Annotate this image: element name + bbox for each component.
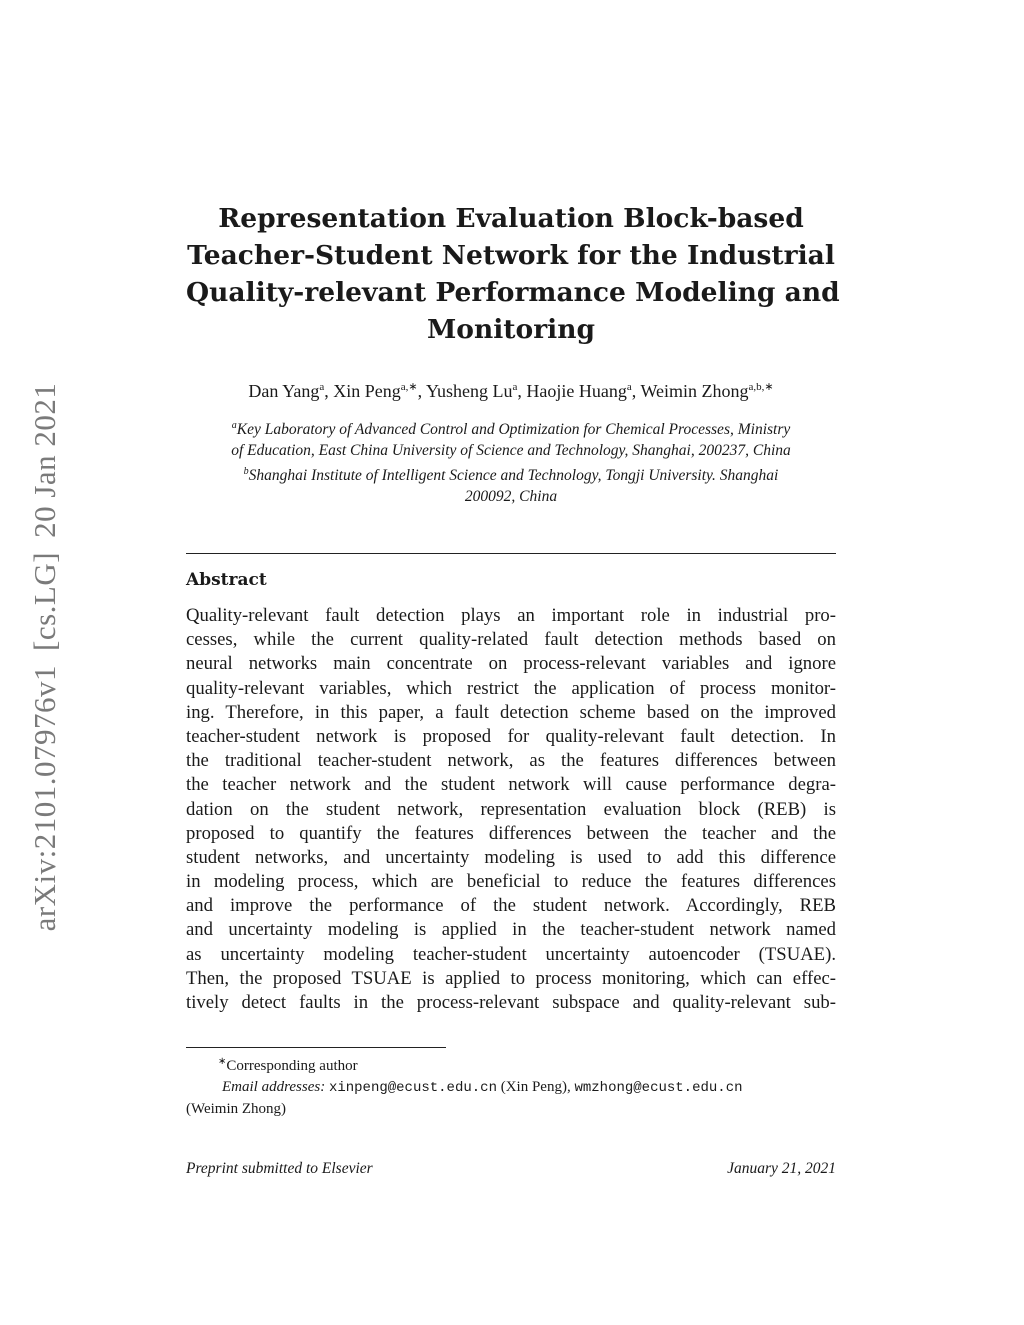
abstract-line: as uncertainty modeling teacher-student uncertainty autoencoder (TSUAE). xyxy=(186,943,836,965)
affiliation-b-line2: 200092, China xyxy=(464,488,558,506)
abstract-line: Quality-relevant fault detection plays an important role in industrial pro- xyxy=(186,605,836,626)
affiliations xyxy=(186,415,836,507)
author-name: Xin Peng xyxy=(333,381,401,401)
footnote-corresponding xyxy=(186,1051,836,1077)
abstract-line: neural networks main concentrate on process-relevant variables and ignore xyxy=(186,653,836,675)
affil-text: Key Laboratory of Advanced Control and Optimization for Chemical Processes, Ministry xyxy=(236,421,791,439)
email-link-weimin-zhong[interactable]: wmzhong@ecust.edu.cn xyxy=(574,1080,743,1096)
author-name: Dan Yang xyxy=(248,381,320,401)
abstract-heading: Abstract xyxy=(186,570,267,590)
title-line: Monitoring xyxy=(426,314,596,345)
abstract-line: and improve the performance of the student network. Accordingly, REB xyxy=(186,895,836,917)
abstract-line: and uncertainty modeling is applied in the teacher-student network named xyxy=(186,919,836,941)
author-affil-mark: a,b,∗ xyxy=(748,381,774,393)
arxiv-id: arXiv:2101.07976v1 xyxy=(27,664,62,932)
author-affil-mark: a xyxy=(512,381,518,393)
corresponding-label: Corresponding author xyxy=(226,1058,358,1074)
title-line: Quality-relevant Performance Modeling and xyxy=(186,277,840,308)
footnotes xyxy=(186,1051,836,1120)
abstract-line: proposed to quantify the features differences between the teacher and the xyxy=(186,822,836,844)
author-affil-mark: a xyxy=(319,381,325,393)
affiliation-a-line2: of Education, East China University of Science and Technology, Shanghai, 200237, China xyxy=(231,442,791,460)
paper-title xyxy=(186,200,840,348)
author-affil-mark: a xyxy=(626,381,632,393)
abstract-line: in modeling process, which are beneficial to reduce the features differences xyxy=(186,871,836,893)
abstract-line: Then, the proposed TSUAE is applied to process monitoring, which can effec- xyxy=(186,967,836,989)
author-name: Haojie Huang xyxy=(526,381,627,401)
page-footer xyxy=(186,1160,836,1178)
author-list: Dan Yang$^a$, Xin Peng$^{a,∗}$, Yusheng Lu$^a$, Haojie Huang$^a$, Weimin Zhong$^{a,b,∗}$ xyxy=(248,381,774,401)
footer-preprint-note: Preprint submitted to Elsevier xyxy=(186,1160,373,1177)
author-name: Weimin Zhong xyxy=(640,381,749,401)
title-line: Representation Evaluation Block-based xyxy=(218,203,804,234)
arxiv-date: 20 Jan 2021 xyxy=(27,382,62,538)
abstract-line: the teacher network and the student network will cause performance degra- xyxy=(186,774,836,796)
abstract-line: student networks, and uncertainty modeling is used to add this difference xyxy=(186,846,836,868)
abstract-line: ing. Therefore, in this paper, a fault detection scheme based on the improved xyxy=(186,701,836,723)
footer-date: January 21, 2021 xyxy=(727,1160,836,1177)
email-owner-line: (Weimin Zhong) xyxy=(186,1101,287,1117)
affil-mark-a: a xyxy=(231,420,237,431)
footnote-mark: ∗ xyxy=(218,1056,227,1067)
arxiv-category: [cs.LG] xyxy=(27,551,62,651)
email-label: Email addresses: xyxy=(222,1079,326,1095)
email-link-xin-peng[interactable]: xinpeng@ecust.edu.cn xyxy=(328,1080,497,1096)
affil-mark-b: b xyxy=(243,466,249,478)
abstract-body xyxy=(186,604,836,1015)
title-line: Teacher-Student Network for the Industrial xyxy=(187,240,835,271)
footnote-rule xyxy=(186,1047,446,1048)
abstract-top-rule xyxy=(186,553,836,554)
abstract-line: quality-relevant variables, which restrict the application of process monitor- xyxy=(186,677,836,699)
footnote-emails xyxy=(186,1077,836,1099)
author-affil-mark: a,∗ xyxy=(400,381,418,393)
abstract-line: tively detect faults in the process-relevant subspace and quality-relevant sub- xyxy=(186,992,836,1013)
abstract-line: dation on the student network, representation evaluation block (REB) is xyxy=(186,798,836,820)
abstract-line: the traditional teacher-student network, as the features differences between xyxy=(186,750,836,772)
abstract-line: cesses, while the current quality-related fault detection methods based on xyxy=(186,629,836,651)
arxiv-sidebar-stamp xyxy=(27,369,63,932)
affil-text: Shanghai Institute of Intelligent Science and Technology, Tongji University. Shanghai xyxy=(248,467,779,485)
email-owner: (Xin Peng), xyxy=(500,1079,571,1095)
author-name: Yusheng Lu xyxy=(426,381,513,401)
abstract-line: teacher-student network is proposed for quality-relevant fault detection. In xyxy=(186,725,836,747)
affiliation-b-line1 xyxy=(186,461,836,486)
affiliation-a-line1 xyxy=(186,415,836,440)
